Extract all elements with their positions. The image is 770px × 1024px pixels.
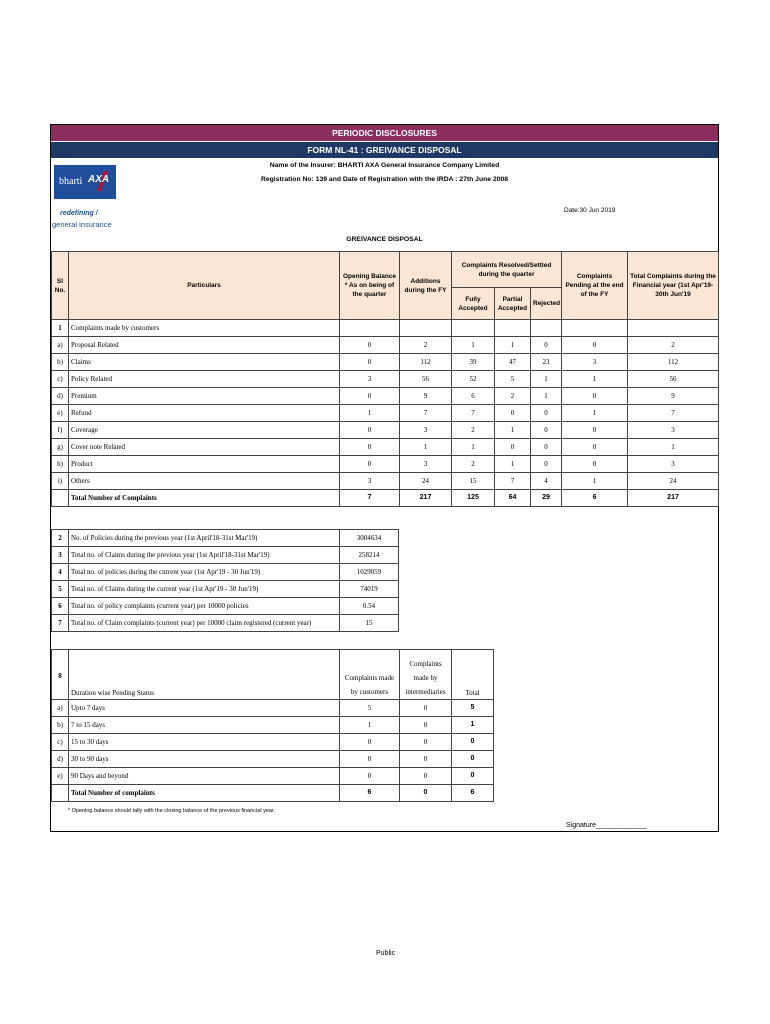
- row-sl: a): [52, 337, 69, 354]
- row-fully: 1: [452, 337, 495, 354]
- row-additions: 24: [400, 473, 452, 490]
- row-label: Premium: [69, 388, 340, 405]
- pending-total: 0: [452, 734, 494, 751]
- stats-value: 15: [340, 615, 399, 632]
- row-total: 112: [628, 354, 719, 371]
- col-resolved-header: Complaints Resolved/Settled during the quarter: [452, 252, 562, 288]
- logo-bharti-text: bharti: [59, 176, 83, 187]
- pending-intermediaries: 0: [400, 768, 452, 785]
- stats-value: 258214: [340, 547, 399, 564]
- logo-axa-text: AXA: [88, 174, 110, 185]
- row-additions: 3: [400, 422, 452, 439]
- stats-value: 74019: [340, 581, 399, 598]
- pending-total: 0: [452, 751, 494, 768]
- row-total: 2: [628, 337, 719, 354]
- table-row: [52, 337, 719, 354]
- row-label: Others: [69, 473, 340, 490]
- stats-number: 4: [52, 564, 69, 581]
- row-additions: 3: [400, 456, 452, 473]
- row-pending: 0: [562, 456, 628, 473]
- pending-customers: 0: [340, 768, 400, 785]
- pending-customers: 5: [340, 700, 400, 717]
- pending-total-label: Total Number of complaints: [69, 785, 340, 802]
- col-rejected-header: Rejected: [531, 288, 562, 320]
- row-sl: c): [52, 371, 69, 388]
- row-sl: h): [52, 456, 69, 473]
- row-fully: 2: [452, 456, 495, 473]
- row-fully: 2: [452, 422, 495, 439]
- stats-number: 3: [52, 547, 69, 564]
- insurer-name: Name of the Insurer: BHARTI AXA General Insurance Company Limited: [269, 162, 500, 169]
- opening-balance-note: * Opening balance should tally with the closing balance of the previous financial year.: [68, 808, 275, 814]
- grievance-disposal-title: GREIVANCE DISPOSAL: [346, 236, 423, 243]
- stats-label: Total no. of Claims during the current year (1st Apr'19 - 30 Jun'19): [69, 581, 340, 598]
- row-fully: 39: [452, 354, 495, 371]
- row-label: Coverage: [69, 422, 340, 439]
- row-opening: 0: [340, 422, 400, 439]
- row-rejected: 23: [531, 354, 562, 371]
- col-total-header: Total Complaints during the Financial year (1st Apr'19- 30th Jun'19: [628, 252, 719, 320]
- row-partial: 7: [495, 473, 531, 490]
- stats-row: [52, 564, 399, 581]
- pending-customers: 1: [340, 717, 400, 734]
- pending-status-table: [51, 649, 494, 802]
- col-partial-accepted-header: Partial Accepted: [495, 288, 531, 320]
- stats-value: 0.54: [340, 598, 399, 615]
- stats-label: Total no. of policy complaints (current year) per 10000 policies: [69, 598, 340, 615]
- pending-sl: e): [52, 768, 69, 785]
- pending-customers: 0: [340, 751, 400, 768]
- row-total: 7: [628, 405, 719, 422]
- row-sl: b): [52, 354, 69, 371]
- pending-row: [52, 717, 494, 734]
- stats-number: 5: [52, 581, 69, 598]
- total-opening: 7: [340, 490, 400, 507]
- pending-sl: b): [52, 717, 69, 734]
- col-slno-header: Sl No.: [52, 252, 69, 320]
- row-additions: 1: [400, 439, 452, 456]
- col-opening-header: Opening Balance * As on being of the quarter: [340, 252, 400, 320]
- row-total: 3: [628, 456, 719, 473]
- row-opening: 0: [340, 354, 400, 371]
- tagline-general-insurance: general insurance: [52, 220, 112, 229]
- col-intermediaries-header: Complaints made by intermediaries: [400, 650, 452, 700]
- row-pending: 1: [562, 371, 628, 388]
- row-total: 1: [628, 439, 719, 456]
- row-fully: 52: [452, 371, 495, 388]
- pending-row: [52, 734, 494, 751]
- row-partial: 0: [495, 439, 531, 456]
- stats-value: 1029059: [340, 564, 399, 581]
- pending-intermediaries: 0: [400, 717, 452, 734]
- row-sl: f): [52, 422, 69, 439]
- col-pending-header: Complaints Pending at the end of the FY: [562, 252, 628, 320]
- row-rejected: 0: [531, 405, 562, 422]
- stats-row: [52, 547, 399, 564]
- row-total: 3: [628, 422, 719, 439]
- row-opening: 0: [340, 456, 400, 473]
- pending-total: 1: [452, 717, 494, 734]
- grievance-table: [51, 251, 719, 507]
- pending-customers: 0: [340, 734, 400, 751]
- total-additions: 217: [400, 490, 452, 507]
- table-row: [52, 371, 719, 388]
- col-additions-header: Additions during the FY: [400, 252, 452, 320]
- row-additions: 56: [400, 371, 452, 388]
- pending-total: 5: [452, 700, 494, 717]
- row-pending: 1: [562, 473, 628, 490]
- grievance-rows: [52, 337, 719, 490]
- stats-number: 7: [52, 615, 69, 632]
- row-partial: 2: [495, 388, 531, 405]
- row-sl: i): [52, 473, 69, 490]
- row-rejected: 4: [531, 473, 562, 490]
- row-additions: 7: [400, 405, 452, 422]
- pending-row: [52, 768, 494, 785]
- total-rejected: 29: [531, 490, 562, 507]
- pending-total-intermediaries: 0: [400, 785, 452, 802]
- row-total: 9: [628, 388, 719, 405]
- stats-label: No. of Policies during the previous year (1st April'18-31st Mar'19): [69, 530, 340, 547]
- col-fully-accepted-header: Fully Accepted: [452, 288, 495, 320]
- classification-label: Public: [376, 950, 396, 957]
- pending-label: 30 to 90 days: [69, 751, 340, 768]
- row-opening: 0: [340, 337, 400, 354]
- pending-label: 7 to 15 days: [69, 717, 340, 734]
- section-number: 1: [52, 320, 69, 337]
- row-partial: 1: [495, 456, 531, 473]
- row-sl: d): [52, 388, 69, 405]
- report-date: Date:30 Jun 2019: [564, 207, 616, 214]
- pending-intermediaries: 0: [400, 751, 452, 768]
- pending-label: 15 to 30 days: [69, 734, 340, 751]
- table-row: [52, 405, 719, 422]
- row-opening: 3: [340, 473, 400, 490]
- pending-label: 90 Days and beyond: [69, 768, 340, 785]
- table-row: [52, 388, 719, 405]
- pending-total-customers: 6: [340, 785, 400, 802]
- row-rejected: 1: [531, 371, 562, 388]
- stats-label: Total no. of Claims during the previous year (1st April'18-31st Mar'19): [69, 547, 340, 564]
- stats-row: [52, 598, 399, 615]
- total-pending: 6: [562, 490, 628, 507]
- table-row: [52, 422, 719, 439]
- bharti-axa-logo: [54, 165, 116, 199]
- signature-line: Signature_____________: [566, 822, 647, 829]
- pending-total-all: 6: [452, 785, 494, 802]
- row-rejected: 1: [531, 388, 562, 405]
- row-pending: 0: [562, 388, 628, 405]
- pending-label: Upto 7 days: [69, 700, 340, 717]
- row-additions: 2: [400, 337, 452, 354]
- row-opening: 0: [340, 388, 400, 405]
- stats-row: [52, 530, 399, 547]
- stats-label: Total no. of policies during the current year (1st Apr'19 - 30 Jun'19): [69, 564, 340, 581]
- row-label: Policy Related: [69, 371, 340, 388]
- pending-sl: a): [52, 700, 69, 717]
- stats-label: Total no. of Claim complaints (current year) per 10000 claim registered (current year): [69, 615, 340, 632]
- pending-title: Duration wise Pending Status: [69, 650, 340, 700]
- total-fully: 125: [452, 490, 495, 507]
- table-row: [52, 439, 719, 456]
- col-customers-header: Complaints made by customers: [340, 650, 400, 700]
- registration-info: Registration No: 139 and Date of Registration with the IRDA : 27th June 2008: [260, 176, 509, 183]
- row-opening: 1: [340, 405, 400, 422]
- stats-table: [51, 529, 399, 632]
- pending-intermediaries: 0: [400, 734, 452, 751]
- row-additions: 112: [400, 354, 452, 371]
- row-opening: 3: [340, 371, 400, 388]
- row-rejected: 0: [531, 439, 562, 456]
- pending-row: [52, 700, 494, 717]
- row-label: Product: [69, 456, 340, 473]
- row-sl: e): [52, 405, 69, 422]
- section-label: Complaints made by customers: [69, 320, 340, 337]
- row-total: 24: [628, 473, 719, 490]
- total-row-label: Total Number of Complaints: [69, 490, 340, 507]
- row-pending: 3: [562, 354, 628, 371]
- stats-number: 6: [52, 598, 69, 615]
- table-row: [52, 473, 719, 490]
- row-label: Claims: [69, 354, 340, 371]
- row-label: Proposal Related: [69, 337, 340, 354]
- row-pending: 1: [562, 405, 628, 422]
- row-pending: 0: [562, 439, 628, 456]
- row-partial: 1: [495, 337, 531, 354]
- stats-row: [52, 615, 399, 632]
- stats-value: 3004634: [340, 530, 399, 547]
- row-rejected: 0: [531, 456, 562, 473]
- row-label: Refund: [69, 405, 340, 422]
- row-partial: 5: [495, 371, 531, 388]
- row-sl: g): [52, 439, 69, 456]
- pending-sl: d): [52, 751, 69, 768]
- row-additions: 9: [400, 388, 452, 405]
- total-complaints: 217: [628, 490, 719, 507]
- pending-intermediaries: 0: [400, 700, 452, 717]
- pending-section-number: 8: [52, 650, 69, 700]
- stats-number: 2: [52, 530, 69, 547]
- row-partial: 47: [495, 354, 531, 371]
- tagline-redefining: redefining /: [60, 210, 98, 217]
- row-total: 56: [628, 371, 719, 388]
- row-pending: 0: [562, 422, 628, 439]
- row-label: Cover note Related: [69, 439, 340, 456]
- row-partial: 1: [495, 422, 531, 439]
- pending-row: [52, 751, 494, 768]
- form-title: FORM NL-41 : GREIVANCE DISPOSAL: [51, 142, 718, 158]
- stats-row: [52, 581, 399, 598]
- row-fully: 15: [452, 473, 495, 490]
- row-fully: 1: [452, 439, 495, 456]
- table-row: [52, 354, 719, 371]
- table-row: [52, 456, 719, 473]
- row-pending: 0: [562, 337, 628, 354]
- row-rejected: 0: [531, 337, 562, 354]
- row-fully: 7: [452, 405, 495, 422]
- row-rejected: 0: [531, 422, 562, 439]
- total-partial: 64: [495, 490, 531, 507]
- pending-total: 0: [452, 768, 494, 785]
- row-fully: 6: [452, 388, 495, 405]
- periodic-disclosures-title: PERIODIC DISCLOSURES: [51, 125, 718, 141]
- col-particulars-header: Particulars: [69, 252, 340, 320]
- row-partial: 0: [495, 405, 531, 422]
- col-pending-total-header: Total: [452, 650, 494, 700]
- row-opening: 0: [340, 439, 400, 456]
- pending-sl: c): [52, 734, 69, 751]
